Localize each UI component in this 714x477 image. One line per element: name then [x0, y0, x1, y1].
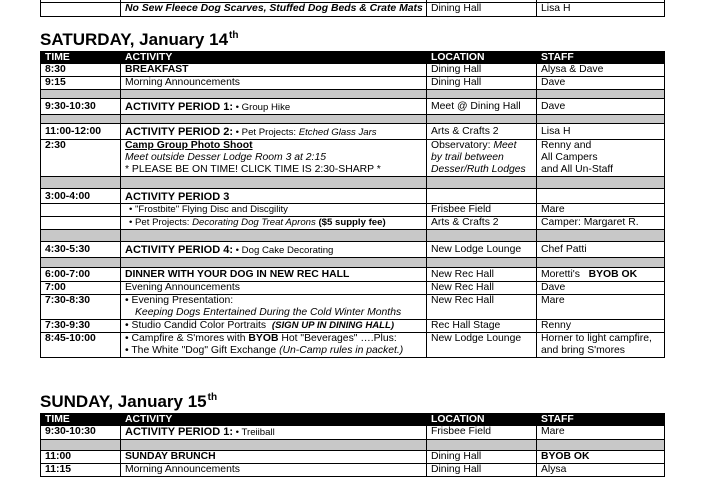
- activity-header: ACTIVITY: [121, 52, 427, 64]
- saturday-heading: SATURDAY, January 14th: [40, 30, 239, 49]
- location-header: LOCATION: [427, 414, 537, 426]
- separator-row: [41, 90, 665, 99]
- table-row: 8:30 BREAKFAST Dining Hall Alysa & Dave: [41, 64, 665, 77]
- sunday-heading: SUNDAY, January 15th: [40, 392, 218, 411]
- table-row: • "Frostbite" Flying Disc and Discgility Frisbee Field Mare: [41, 204, 665, 217]
- sunday-table: [40, 413, 665, 477]
- activity-text: No Sew Fleece Dog Scarves, Stuffed Dog Beds & Crate Mats: [125, 3, 423, 14]
- header-row: [41, 52, 665, 64]
- table-row: 11:00 SUNDAY BRUNCH Dining Hall BYOB OK: [41, 451, 665, 464]
- saturday-table: [40, 51, 665, 358]
- separator-row: [41, 258, 665, 268]
- location-text: Dining Hall: [431, 3, 482, 14]
- staff-header: STAFF: [537, 52, 665, 64]
- separator-row: [41, 177, 665, 189]
- header-row: [41, 414, 665, 426]
- staff-text: Lisa H: [541, 3, 571, 14]
- time-header: TIME: [41, 414, 121, 426]
- table-row: 8:45-10:00 • Campfire & S'mores with BYOB Hot "Beverages" ….Plus: • The White "Dog" Gift Exchange (Un-Camp rules in packet.) New Lodge Lounge Horner to light campfire, and bring S'mores: [41, 333, 665, 358]
- table-row: [41, 3, 665, 17]
- time-header: TIME: [41, 52, 121, 64]
- table-row: 3:00-4:00 ACTIVITY PERIOD 3: [41, 189, 665, 204]
- table-row: • Pet Projects: Decorating Dog Treat Aprons ($5 supply fee) Arts & Crafts 2 Camper: Margaret R.: [41, 217, 665, 230]
- table-row: 7:30-8:30 • Evening Presentation: Keeping Dogs Entertained During the Cold Winter Months New Rec Hall Mare: [41, 295, 665, 320]
- table-row: 4:30-5:30 ACTIVITY PERIOD 4: • Dog Cake Decorating New Lodge Lounge Chef Patti: [41, 242, 665, 258]
- separator-row: [41, 230, 665, 242]
- table-row: 7:30-9:30 • Studio Candid Color Portraits (SIGN UP IN DINING HALL) Rec Hall Stage Renny: [41, 320, 665, 333]
- table-row: 11:00-12:00 ACTIVITY PERIOD 2: • Pet Projects: Etched Glass Jars Arts & Crafts 2 Lisa H: [41, 124, 665, 140]
- table-row: 9:15 Morning Announcements Dining Hall Dave: [41, 77, 665, 90]
- staff-header: STAFF: [537, 414, 665, 426]
- table-row: 11:15 Morning Announcements Dining Hall Alysa: [41, 464, 665, 477]
- activity-header: ACTIVITY: [121, 414, 427, 426]
- table-row: 7:00 Evening Announcements New Rec Hall Dave: [41, 282, 665, 295]
- table-row: 9:30-10:30 ACTIVITY PERIOD 1: • Group Hike Meet @ Dining Hall Dave: [41, 99, 665, 115]
- table-row: 9:30-10:30 ACTIVITY PERIOD 1: • Treiiball Frisbee Field Mare: [41, 426, 665, 440]
- separator-row: [41, 440, 665, 451]
- table-row: 2:30 Camp Group Photo Shoot Meet outside Desser Lodge Room 3 at 2:15 * PLEASE BE ON TIME! CLICK TIME IS 2:30-SHARP * Observatory: Meet by trail between Desser/Ruth Lodges Renny and All Campers and All Un-Staff: [41, 140, 665, 177]
- table-row: 6:00-7:00 DINNER WITH YOUR DOG IN NEW REC HALL New Rec Hall Moretti's BYOB OK: [41, 268, 665, 282]
- friday-tail-table: [40, 0, 665, 17]
- separator-row: [41, 115, 665, 124]
- location-header: LOCATION: [427, 52, 537, 64]
